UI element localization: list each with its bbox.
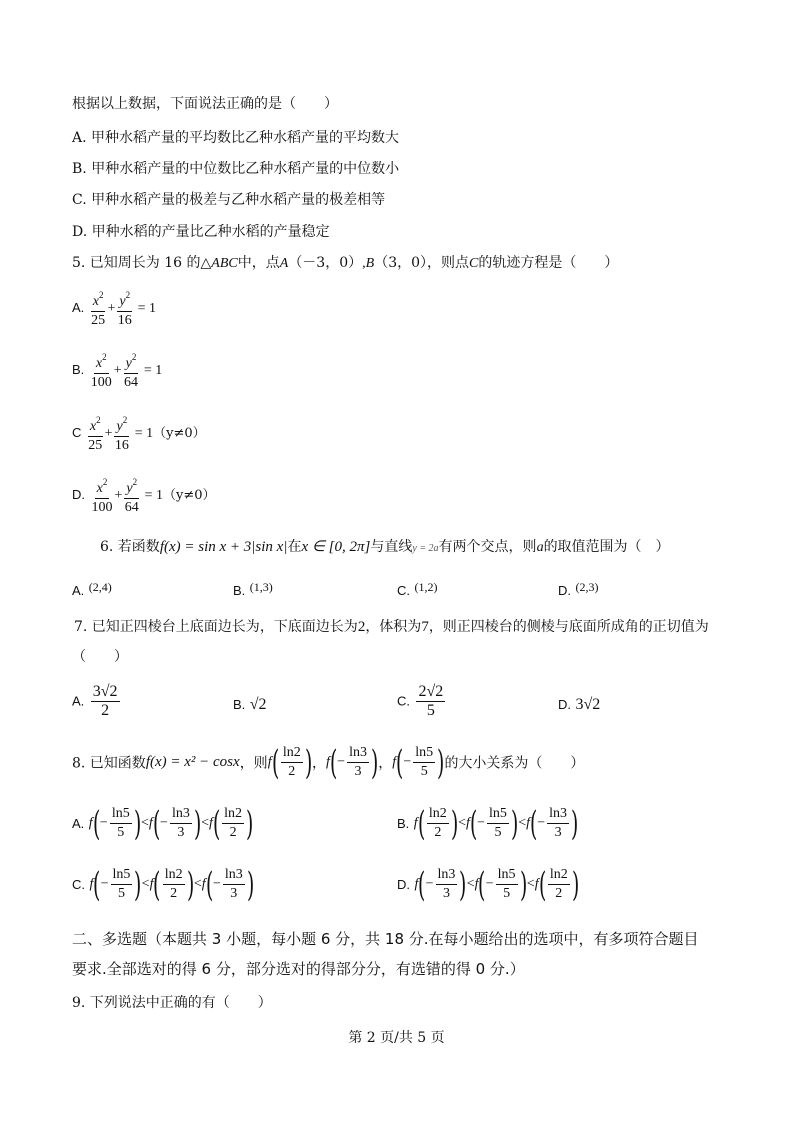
option-b: B. 甲种水稻产量的中位数比乙种水稻产量的中位数小 [72, 161, 400, 177]
page-footer: 第 2 页/共 5 页 [348, 1030, 445, 1046]
question-9-stem: 9. 下列说法中正确的有（ ） [72, 995, 272, 1011]
fraction: $\frac{3√2}{2}$ [92, 683, 118, 719]
fraction: $\frac{2√2}{5}$ [418, 683, 444, 719]
fraction: $\frac{x^2}{25}$ [88, 412, 103, 454]
q8-option-a: A. f(− $\frac{\ln 5}{5}$ )<f(− $\frac{\ln 3}{3}$ )<f( $\frac{\ln 2}{2}$ ) [72, 803, 254, 844]
q6-option-d: D. (2,3) [558, 580, 599, 598]
q5-option-a: A. $\frac{x^2}{25}$ + $\frac{y^2}{16}$ = 1 [72, 287, 156, 329]
q5-option-b: B. $\frac{x^2}{100}$ + $\frac{y^2}{64}$ = 1 [72, 349, 162, 391]
option-d: D. 甲种水稻的产量比乙种水稻的产量稳定 [72, 224, 330, 240]
question-5-stem: 5. 已知周长为 16 的△ABC中，点A（－3，0）,B（3，0），则点C的轨迹方程是（ ） [72, 255, 619, 271]
fraction: $\frac{x^2}{25}$ [91, 287, 106, 329]
option-c: C. 甲种水稻产量的极差与乙种水稻产量的极差相等 [72, 192, 386, 208]
question-7-paren: （ ） [72, 649, 128, 665]
q7-option-c: C. $\frac{2√2}{5}$ [397, 683, 444, 719]
q8-option-c: C. f(− $\frac{\ln 5}{5}$ )<f( $\frac{\ln 2}{2}$ )<f(− $\frac{\ln 3}{3}$ ) [72, 864, 255, 905]
option-a: A. 甲种水稻产量的平均数比乙种水稻产量的平均数大 [72, 130, 400, 146]
q6-option-b: B. (1,3) [233, 580, 273, 598]
q6-option-c: C. (1,2) [397, 580, 438, 598]
fraction: $\frac{y^2}{16}$ [117, 287, 132, 329]
q8-option-b: B. f( $\frac{\ln 2}{2}$ )<f(− $\frac{\ln 5}{5}$ )<f(− $\frac{\ln 3}{3}$ ) [397, 803, 579, 844]
fraction: $\frac{x^2}{100}$ [91, 349, 112, 391]
q7-option-a: A. $\frac{3√2}{2}$ [72, 683, 118, 719]
q8-option-d: D. f(− $\frac{\ln 3}{3}$ )<f(− $\frac{\ln 5}{5}$ )<f( $\frac{\ln 2}{2}$ ) [397, 864, 580, 905]
fraction: $\frac{x^2}{100}$ [91, 474, 112, 516]
section-heading: 二、多选题（本题共 3 小题，每小题 6 分，共 18 分.在每小题给出的选项中，有多项符合题目 [72, 930, 699, 948]
q5-option-c: C $\frac{x^2}{25}$ + $\frac{y^2}{16}$ = 1（y≠0） [72, 412, 206, 454]
question-7-stem: 7. 已知正四棱台上底面边长为，下底面边长为2，体积为7，则正四棱台的侧棱与底面所成角的正切值为 [74, 619, 709, 635]
fraction: $\frac{y^2}{16}$ [114, 412, 129, 454]
q7-option-d: D. 3√2 [558, 696, 601, 713]
q5-option-d: D. $\frac{x^2}{100}$ + $\frac{y^2}{64}$ = 1（y≠0） [72, 474, 216, 516]
fraction: $\frac{y^2}{64}$ [124, 474, 139, 516]
question-6-stem: 6. 若函数f(x) = sin x + 3|sin x|在x ∈ [0, 2π]与直线y = 2a有两个交点，则a的取值范围为（ ） [100, 539, 670, 555]
q7-option-b: B. √2 [233, 696, 267, 713]
section-instructions: 要求.全部选对的得 6 分，部分选对的得部分分，有选错的得 0 分.） [72, 960, 525, 978]
q6-option-a: A. (2,4) [72, 580, 112, 598]
question-8-stem: 8. 已知函数f(x) = x² − cosx，则f( $\frac{\ln 2}{2}$ )，f(− $\frac{\ln 3}{3}$ )，f(− $\frac{\ln 5}{5}$ )的大小关系为（ ） [72, 742, 585, 783]
question-stem: 根据以上数据，下面说法正确的是（ ） [72, 96, 338, 112]
fraction: $\frac{y^2}{64}$ [124, 349, 139, 391]
